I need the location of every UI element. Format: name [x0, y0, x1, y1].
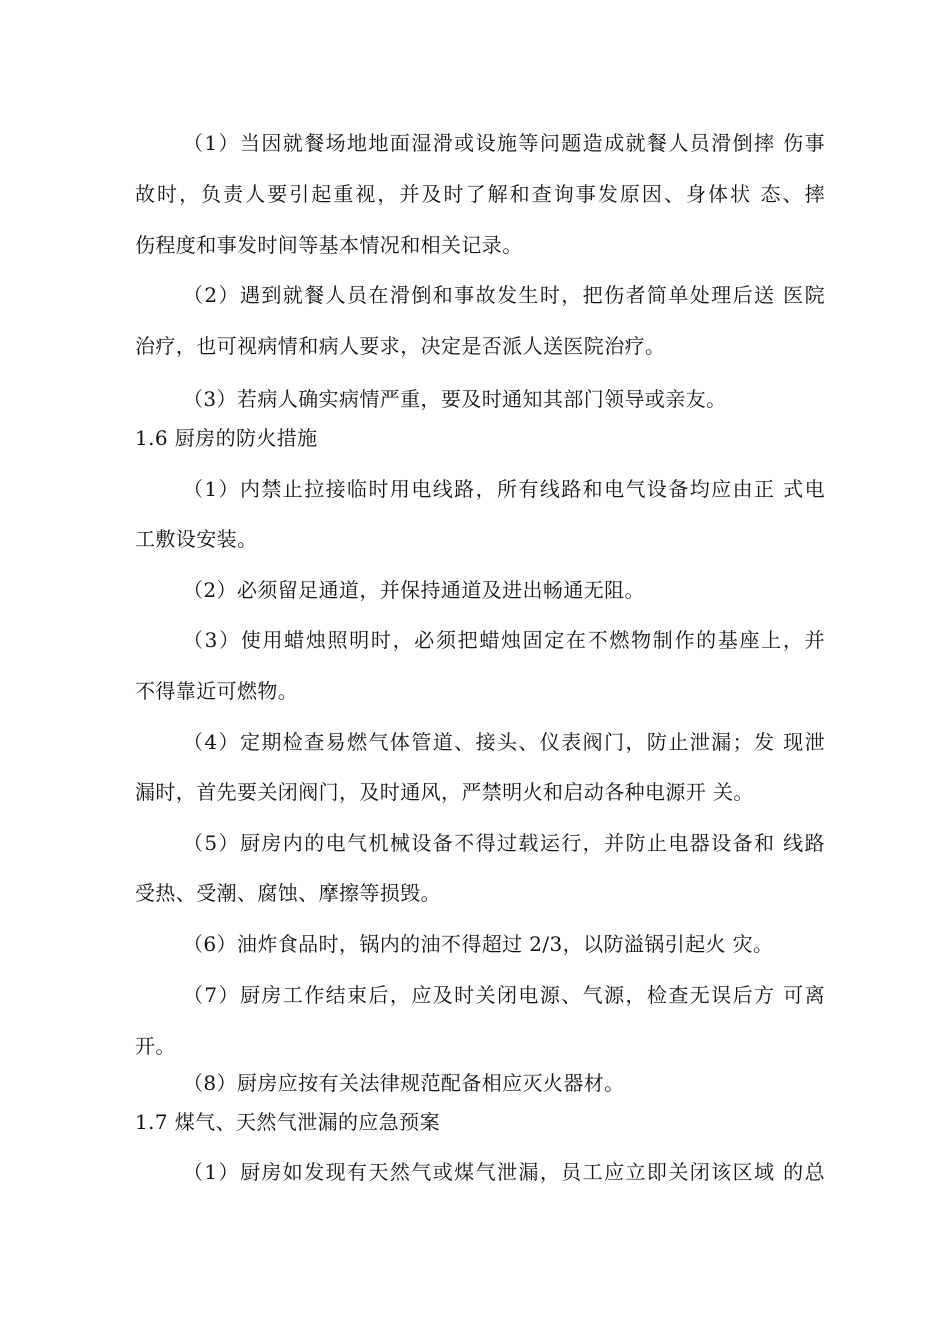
fire-item-7-line-1: （7）厨房工作结束后，应及时关闭电源、气源，检查无误后方 可离: [183, 983, 825, 1007]
para-1-line-1: （1）当因就餐场地地面湿滑或设施等问题造成就餐人员滑倒摔 伤事: [183, 131, 825, 155]
fire-item-2: （2）必须留足通道，并保持通道及进出畅通无阻。: [183, 578, 645, 602]
fire-item-6: （6）油炸食品时，锅内的油不得超过 2/3，以防溢锅引起火 灾。: [183, 932, 774, 956]
fire-item-5-line-1: （5）厨房内的电气机械设备不得过载运行，并防止电器设备和 线路: [183, 831, 825, 855]
fire-item-4-line-1: （4）定期检查易燃气体管道、接头、仪表阀门，防止泄漏；发 现泄: [183, 730, 825, 754]
fire-item-5-line-2: 受热、受潮、腐蚀、摩擦等损毁。: [135, 881, 441, 905]
section-heading-1-6: 1.6 厨房的防火措施: [135, 426, 318, 450]
para-3-line-1: （3）若病人确实病情严重，要及时通知其部门领导或亲友。: [183, 387, 727, 411]
para-2-line-1: （2）遇到就餐人员在滑倒和事故发生时，把伤者简单处理后送 医院: [183, 283, 825, 307]
fire-item-8: （8）厨房应按有关法律规范配备相应灭火器材。: [183, 1071, 625, 1095]
fire-item-7-line-2: 开。: [135, 1034, 176, 1058]
gas-item-1-line-1: （1）厨房如发现有天然气或煤气泄漏，员工应立即关闭该区域 的总: [183, 1160, 825, 1184]
fire-item-1-line-1: （1）内禁止拉接临时用电线路，所有线路和电气设备均应由正 式电: [183, 477, 825, 501]
para-1-line-3: 伤程度和事发时间等基本情况和相关记录。: [135, 233, 523, 257]
section-heading-1-7: 1.7 煤气、天然气泄漏的应急预案: [135, 1110, 440, 1134]
fire-item-3-line-2: 不得靠近可燃物。: [135, 679, 299, 703]
para-1-line-2: 故时，负责人要引起重视，并及时了解和查询事发原因、身体状 态、摔: [135, 182, 825, 206]
fire-item-3-line-1: （3）使用蜡烛照明时，必须把蜡烛固定在不燃物制作的基座上，并: [183, 628, 825, 652]
para-2-line-2: 治疗，也可视病情和病人要求，决定是否派人送医院治疗。: [135, 334, 666, 358]
fire-item-1-line-2: 工敷设安装。: [135, 527, 258, 551]
fire-item-4-line-2: 漏时，首先要关闭阀门，及时通风，严禁明火和启动各种电源开 关。: [135, 780, 754, 804]
